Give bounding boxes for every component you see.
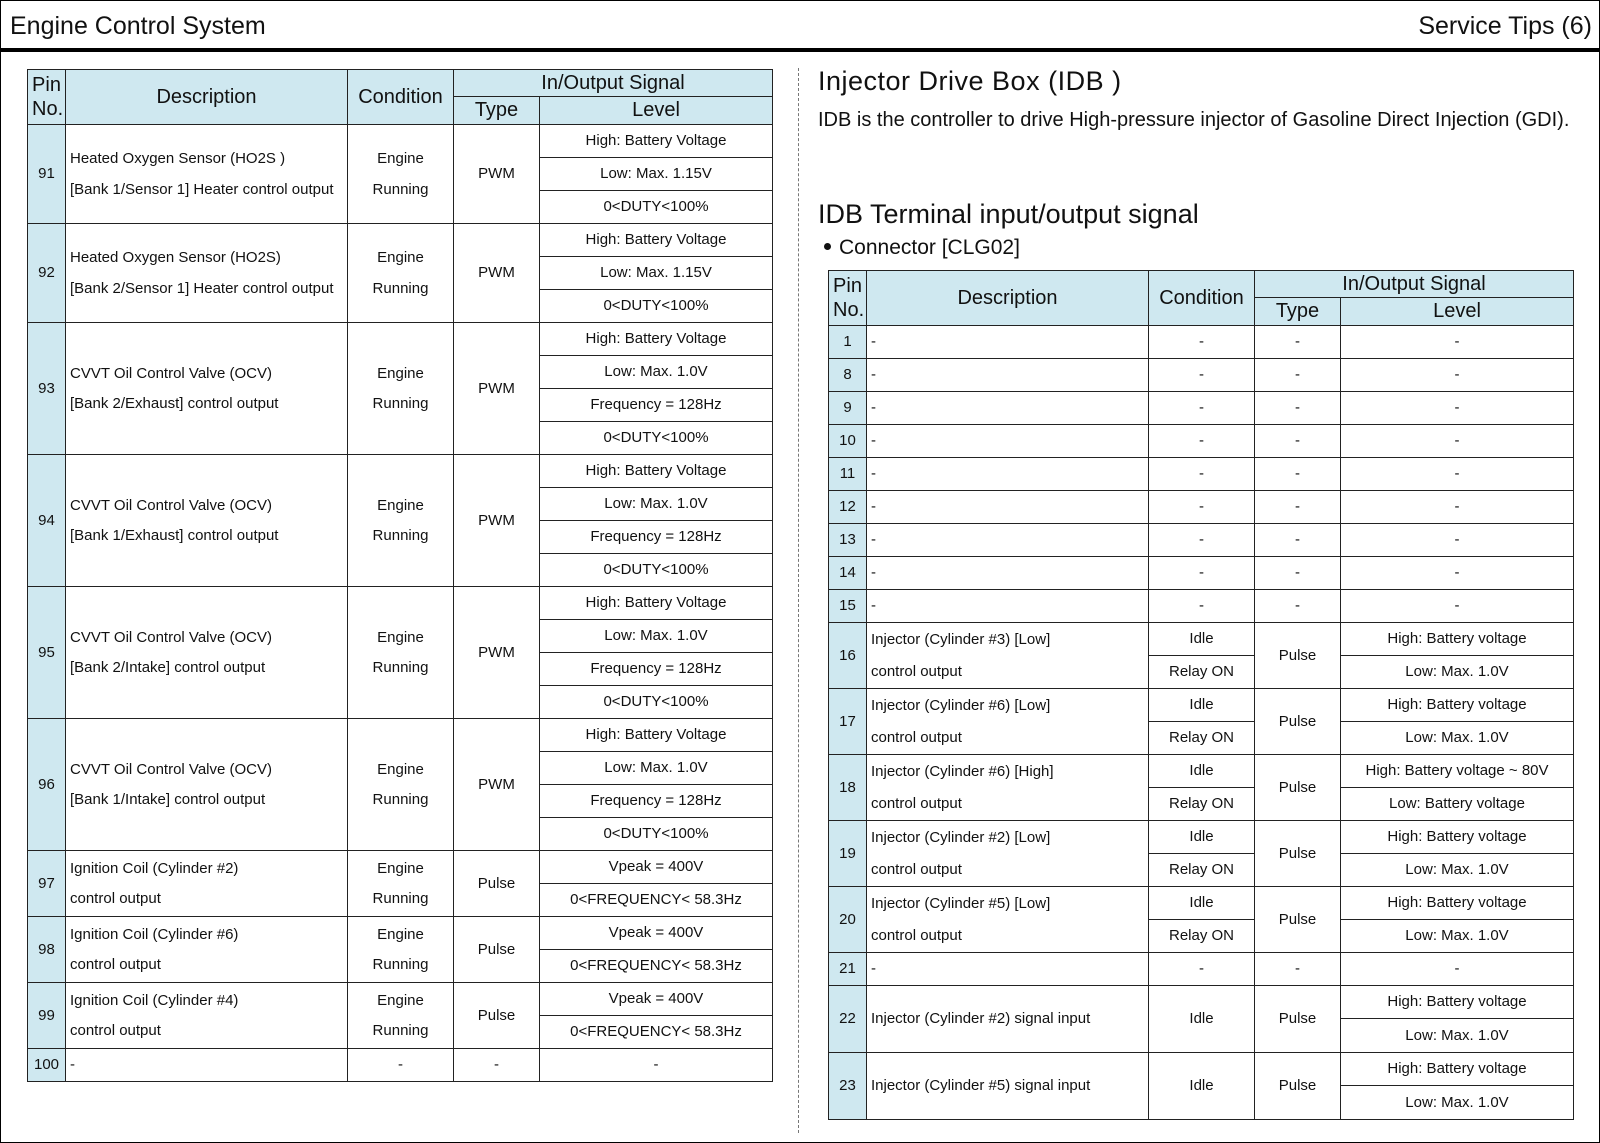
signal-level: High: Battery Voltage: [540, 719, 773, 752]
page-header: [0, 0, 1600, 50]
pin-condition: [348, 719, 454, 851]
pin-description: -: [867, 326, 1149, 359]
signal-level: High: Battery voltage: [1341, 986, 1574, 1019]
condition-line: Running: [372, 890, 429, 907]
signal-type: -: [1255, 524, 1341, 557]
pin-condition: Idle: [1149, 623, 1255, 656]
table-row: [829, 986, 1574, 1019]
signal-level: High: Battery Voltage: [540, 125, 773, 158]
signal-type: -: [1255, 491, 1341, 524]
signal-level: Low: Max. 1.0V: [1341, 854, 1574, 887]
pin-condition: [348, 125, 454, 224]
pin-description-cont: control output: [867, 722, 1149, 755]
pin-condition: -: [1149, 425, 1255, 458]
pin-description: [66, 983, 348, 1049]
signal-level: Low: Max. 1.0V: [1341, 1086, 1574, 1120]
condition-line: Engine: [377, 859, 424, 877]
pin-condition: [348, 851, 454, 917]
signal-level: 0<DUTY<100%: [540, 554, 773, 587]
pin-condition: -: [1149, 326, 1255, 359]
pin-condition: Idle: [1149, 689, 1255, 722]
signal-level: Low: Max. 1.0V: [540, 488, 773, 521]
condition-line: Engine: [377, 991, 424, 1009]
table-row: [829, 920, 1574, 953]
pin-number: 100: [28, 1049, 66, 1082]
pin-number: 1: [829, 326, 867, 359]
pin-condition: [348, 224, 454, 323]
pin-description: [66, 323, 348, 455]
signal-type: Pulse: [1255, 689, 1341, 755]
condition-line: Engine: [377, 760, 424, 778]
pin-description: Injector (Cylinder #2) signal input: [867, 986, 1149, 1053]
signal-type: Pulse: [454, 851, 540, 917]
signal-level: 0<DUTY<100%: [540, 686, 773, 719]
pin-description-cont: control output: [867, 854, 1149, 887]
condition-line: Running: [372, 791, 429, 808]
pin-condition: [348, 323, 454, 455]
table-row: [829, 854, 1574, 887]
signal-level: Frequency = 128Hz: [540, 521, 773, 554]
signal-level: High: Battery voltage: [1341, 887, 1574, 920]
pin-number: 15: [829, 590, 867, 623]
signal-level: Vpeak = 400V: [540, 917, 773, 950]
pin-condition: [348, 1049, 454, 1082]
condition-line: Running: [372, 659, 429, 676]
description-line: [Bank 1/Exhaust] control output: [70, 527, 279, 544]
signal-level: High: Battery voltage: [1341, 623, 1574, 656]
signal-type: Pulse: [454, 983, 540, 1049]
pin-number: 20: [829, 887, 867, 953]
signal-level: High: Battery Voltage: [540, 323, 773, 356]
signal-level: -: [1341, 524, 1574, 557]
pin-condition: Relay ON: [1149, 722, 1255, 755]
pin-condition: Idle: [1149, 986, 1255, 1053]
condition-line: Running: [372, 1022, 429, 1039]
table-row: [829, 491, 1574, 524]
table-row: [28, 851, 773, 884]
table-row: [829, 821, 1574, 854]
pin-description: Injector (Cylinder #5) [Low]: [867, 887, 1149, 920]
pin-number: 17: [829, 689, 867, 755]
pin-description: Injector (Cylinder #5) signal input: [867, 1053, 1149, 1120]
pin-description: [66, 455, 348, 587]
signal-level: -: [1341, 425, 1574, 458]
pin-condition: -: [1149, 590, 1255, 623]
idb-section-title: Injector Drive Box (IDB ): [818, 66, 1122, 96]
header-level: Level: [540, 97, 773, 125]
signal-level: High: Battery Voltage: [540, 224, 773, 257]
pin-number: 99: [28, 983, 66, 1049]
signal-type: -: [1255, 953, 1341, 986]
pin-condition: -: [1149, 491, 1255, 524]
pin-condition: Relay ON: [1149, 656, 1255, 689]
signal-level: Low: Max. 1.15V: [540, 257, 773, 290]
pin-description: [66, 719, 348, 851]
table-row: [829, 623, 1574, 656]
pin-description: -: [867, 953, 1149, 986]
signal-level: -: [1341, 326, 1574, 359]
signal-level: Low: Max. 1.0V: [540, 752, 773, 785]
table-row: [28, 1049, 773, 1082]
pin-number: 11: [829, 458, 867, 491]
header-type: Type: [454, 97, 540, 125]
pin-condition: -: [1149, 392, 1255, 425]
signal-level: 0<DUTY<100%: [540, 191, 773, 224]
header-condition: Condition: [1149, 271, 1255, 326]
header-io-signal: In/Output Signal: [454, 70, 773, 97]
pin-number: 12: [829, 491, 867, 524]
pin-number: 8: [829, 359, 867, 392]
pin-description: [66, 917, 348, 983]
table-row: [28, 125, 773, 158]
bullet-icon: [824, 243, 831, 250]
signal-type: PWM: [454, 455, 540, 587]
pin-condition: Relay ON: [1149, 788, 1255, 821]
signal-type: PWM: [454, 224, 540, 323]
pin-description: [66, 125, 348, 224]
signal-level: Low: Max. 1.15V: [540, 158, 773, 191]
pin-number: 98: [28, 917, 66, 983]
pin-description: -: [867, 458, 1149, 491]
ecm-pin-table-body: [28, 125, 773, 1082]
pin-number: 18: [829, 755, 867, 821]
description-line: CVVT Oil Control Valve (OCV): [70, 364, 272, 382]
signal-type: -: [1255, 392, 1341, 425]
header-section-label: Service Tips (6): [1418, 12, 1592, 40]
table-row: [829, 887, 1574, 920]
table-row: [829, 722, 1574, 755]
pin-description-cont: control output: [867, 788, 1149, 821]
signal-type: Pulse: [1255, 1053, 1341, 1120]
condition-line: Engine: [377, 249, 424, 267]
idb-description: IDB is the controller to drive High-pressure injector of Gasoline Direct Injection (GDI).: [818, 109, 1570, 131]
signal-type: Pulse: [1255, 887, 1341, 953]
signal-level: High: Battery Voltage: [540, 587, 773, 620]
signal-level: High: Battery voltage: [1341, 689, 1574, 722]
condition-line: Running: [372, 527, 429, 544]
signal-level: Low: Max. 1.0V: [1341, 920, 1574, 953]
pin-description: [66, 587, 348, 719]
column-divider: [798, 68, 799, 1133]
description-line: control output: [70, 1022, 161, 1039]
signal-type: -: [1255, 458, 1341, 491]
pin-condition: [348, 455, 454, 587]
description-line: Ignition Coil (Cylinder #4): [70, 991, 239, 1009]
description-line: [Bank 1/Intake] control output: [70, 791, 266, 808]
table-row: [829, 590, 1574, 623]
signal-level: Low: Max. 1.0V: [1341, 722, 1574, 755]
pin-number: 16: [829, 623, 867, 689]
pin-description: -: [867, 425, 1149, 458]
condition-line: Engine: [377, 364, 424, 382]
table-row: [28, 323, 773, 356]
signal-type: Pulse: [1255, 755, 1341, 821]
description-line: Heated Oxygen Sensor (HO2S ): [70, 150, 286, 168]
signal-type: -: [1255, 326, 1341, 359]
table-row: [829, 425, 1574, 458]
signal-type: -: [454, 1049, 540, 1082]
pin-description: -: [867, 590, 1149, 623]
pin-condition: Relay ON: [1149, 920, 1255, 953]
signal-type: Pulse: [1255, 821, 1341, 887]
signal-level: Frequency = 128Hz: [540, 653, 773, 686]
signal-type: -: [1255, 359, 1341, 392]
table-row: [829, 524, 1574, 557]
signal-level: High: Battery voltage: [1341, 1053, 1574, 1086]
table-row: [829, 557, 1574, 590]
pin-number: 23: [829, 1053, 867, 1120]
pin-description: -: [867, 557, 1149, 590]
signal-level: Low: Max. 1.0V: [540, 356, 773, 389]
pin-condition: Idle: [1149, 755, 1255, 788]
signal-type: PWM: [454, 587, 540, 719]
table-row: [28, 917, 773, 950]
pin-description: [66, 224, 348, 323]
pin-description: Injector (Cylinder #3) [Low]: [867, 623, 1149, 656]
signal-level: High: Battery Voltage: [540, 455, 773, 488]
signal-type: PWM: [454, 719, 540, 851]
table-row: [829, 689, 1574, 722]
idb-pin-table-body: [829, 326, 1574, 1120]
signal-type: PWM: [454, 323, 540, 455]
condition-line: -: [398, 1056, 403, 1074]
table-row: [829, 1053, 1574, 1086]
header-description: Description: [867, 271, 1149, 326]
pin-condition: -: [1149, 359, 1255, 392]
signal-type: -: [1255, 590, 1341, 623]
header-io-signal: In/Output Signal: [1255, 271, 1574, 298]
condition-line: Running: [372, 279, 429, 297]
connector-label: [824, 236, 1020, 260]
description-line: [Bank 2/Intake] control output: [70, 659, 266, 676]
description-line: -: [70, 1056, 75, 1074]
signal-level: 0<DUTY<100%: [540, 290, 773, 323]
pin-condition: Relay ON: [1149, 854, 1255, 887]
header-rule: [0, 48, 1600, 52]
pin-condition: Idle: [1149, 887, 1255, 920]
pin-number: 91: [28, 125, 66, 224]
signal-type: -: [1255, 557, 1341, 590]
table-row: [28, 587, 773, 620]
signal-level: -: [1341, 392, 1574, 425]
table-row: [829, 392, 1574, 425]
header-level: Level: [1341, 298, 1574, 326]
signal-level: -: [1341, 953, 1574, 986]
signal-level: -: [1341, 491, 1574, 524]
signal-type: Pulse: [1255, 986, 1341, 1053]
pin-number: 21: [829, 953, 867, 986]
table-row: [829, 788, 1574, 821]
pin-number: 97: [28, 851, 66, 917]
pin-description: -: [867, 491, 1149, 524]
signal-type: PWM: [454, 125, 540, 224]
description-line: Ignition Coil (Cylinder #2): [70, 859, 239, 877]
pin-number: 92: [28, 224, 66, 323]
pin-description: Injector (Cylinder #6) [Low]: [867, 689, 1149, 722]
pin-number: 95: [28, 587, 66, 719]
signal-level: -: [1341, 458, 1574, 491]
pin-condition: -: [1149, 524, 1255, 557]
signal-level: 0<FREQUENCY< 58.3Hz: [540, 950, 773, 983]
signal-level: Frequency = 128Hz: [540, 785, 773, 818]
pin-number: 9: [829, 392, 867, 425]
signal-type: -: [1255, 425, 1341, 458]
signal-level: Vpeak = 400V: [540, 983, 773, 1016]
pin-number: 94: [28, 455, 66, 587]
description-line: [Bank 2/Exhaust] control output: [70, 395, 279, 412]
pin-condition: [348, 983, 454, 1049]
condition-line: Running: [372, 180, 429, 198]
pin-condition: Idle: [1149, 1053, 1255, 1120]
idb-pin-table: [828, 270, 1574, 1120]
signal-level: High: Battery voltage: [1341, 821, 1574, 854]
signal-level: Vpeak = 400V: [540, 851, 773, 884]
signal-level: 0<FREQUENCY< 58.3Hz: [540, 884, 773, 917]
signal-level: 0<DUTY<100%: [540, 818, 773, 851]
description-line: control output: [70, 956, 161, 973]
pin-description: -: [867, 524, 1149, 557]
description-line: [Bank 1/Sensor 1] Heater control output: [70, 180, 334, 198]
table-row: [829, 458, 1574, 491]
table-row: [28, 983, 773, 1016]
condition-line: Engine: [377, 150, 424, 168]
idb-terminal-title: IDB Terminal input/output signal: [818, 199, 1199, 229]
description-line: CVVT Oil Control Valve (OCV): [70, 760, 272, 778]
pin-description: Injector (Cylinder #6) [High]: [867, 755, 1149, 788]
header-pin-no: Pin No.: [28, 70, 66, 125]
signal-level: High: Battery voltage ~ 80V: [1341, 755, 1574, 788]
signal-level: -: [1341, 557, 1574, 590]
signal-level: Low: Max. 1.0V: [540, 620, 773, 653]
signal-level: Low: Battery voltage: [1341, 788, 1574, 821]
signal-level: Frequency = 128Hz: [540, 389, 773, 422]
table-row: [28, 719, 773, 752]
condition-line: Running: [372, 956, 429, 973]
header-title: Engine Control System: [10, 12, 266, 40]
pin-number: 93: [28, 323, 66, 455]
pin-number: 13: [829, 524, 867, 557]
table-row: [28, 224, 773, 257]
condition-line: Running: [372, 395, 429, 412]
description-line: control output: [70, 890, 161, 907]
pin-description: Injector (Cylinder #2) [Low]: [867, 821, 1149, 854]
signal-level: Low: Max. 1.0V: [1341, 656, 1574, 689]
description-line: CVVT Oil Control Valve (OCV): [70, 496, 272, 514]
pin-description-cont: control output: [867, 656, 1149, 689]
pin-condition: [348, 917, 454, 983]
signal-type: Pulse: [1255, 623, 1341, 689]
table-row: [829, 656, 1574, 689]
pin-number: 96: [28, 719, 66, 851]
signal-type: Pulse: [454, 917, 540, 983]
description-line: Ignition Coil (Cylinder #6): [70, 925, 239, 943]
pin-number: 19: [829, 821, 867, 887]
pin-condition: -: [1149, 557, 1255, 590]
header-description: Description: [66, 70, 348, 125]
condition-line: Engine: [377, 925, 424, 943]
pin-description: [66, 1049, 348, 1082]
signal-level: -: [540, 1049, 773, 1082]
pin-description: -: [867, 392, 1149, 425]
pin-condition: -: [1149, 953, 1255, 986]
pin-condition: Idle: [1149, 821, 1255, 854]
description-line: [Bank 2/Sensor 1] Heater control output: [70, 279, 334, 297]
condition-line: Engine: [377, 628, 424, 646]
table-row: [829, 326, 1574, 359]
table-row: [829, 755, 1574, 788]
signal-level: -: [1341, 590, 1574, 623]
pin-number: 22: [829, 986, 867, 1053]
description-line: CVVT Oil Control Valve (OCV): [70, 628, 272, 646]
condition-line: Engine: [377, 496, 424, 514]
pin-description: [66, 851, 348, 917]
description-line: Heated Oxygen Sensor (HO2S): [70, 249, 281, 267]
header-condition: Condition: [348, 70, 454, 125]
signal-level: Low: Max. 1.0V: [1341, 1019, 1574, 1053]
header-type: Type: [1255, 298, 1341, 326]
connector-label-text: Connector [CLG02]: [839, 236, 1020, 259]
header-pin-no: Pin No.: [829, 271, 867, 326]
signal-level: 0<FREQUENCY< 58.3Hz: [540, 1016, 773, 1049]
table-row: [28, 455, 773, 488]
pin-number: 14: [829, 557, 867, 590]
table-row: [829, 359, 1574, 392]
pin-description-cont: control output: [867, 920, 1149, 953]
pin-number: 10: [829, 425, 867, 458]
signal-level: -: [1341, 359, 1574, 392]
table-row: [829, 953, 1574, 986]
pin-condition: [348, 587, 454, 719]
pin-condition: -: [1149, 458, 1255, 491]
ecm-pin-table: [27, 69, 773, 1082]
pin-description: -: [867, 359, 1149, 392]
signal-level: 0<DUTY<100%: [540, 422, 773, 455]
